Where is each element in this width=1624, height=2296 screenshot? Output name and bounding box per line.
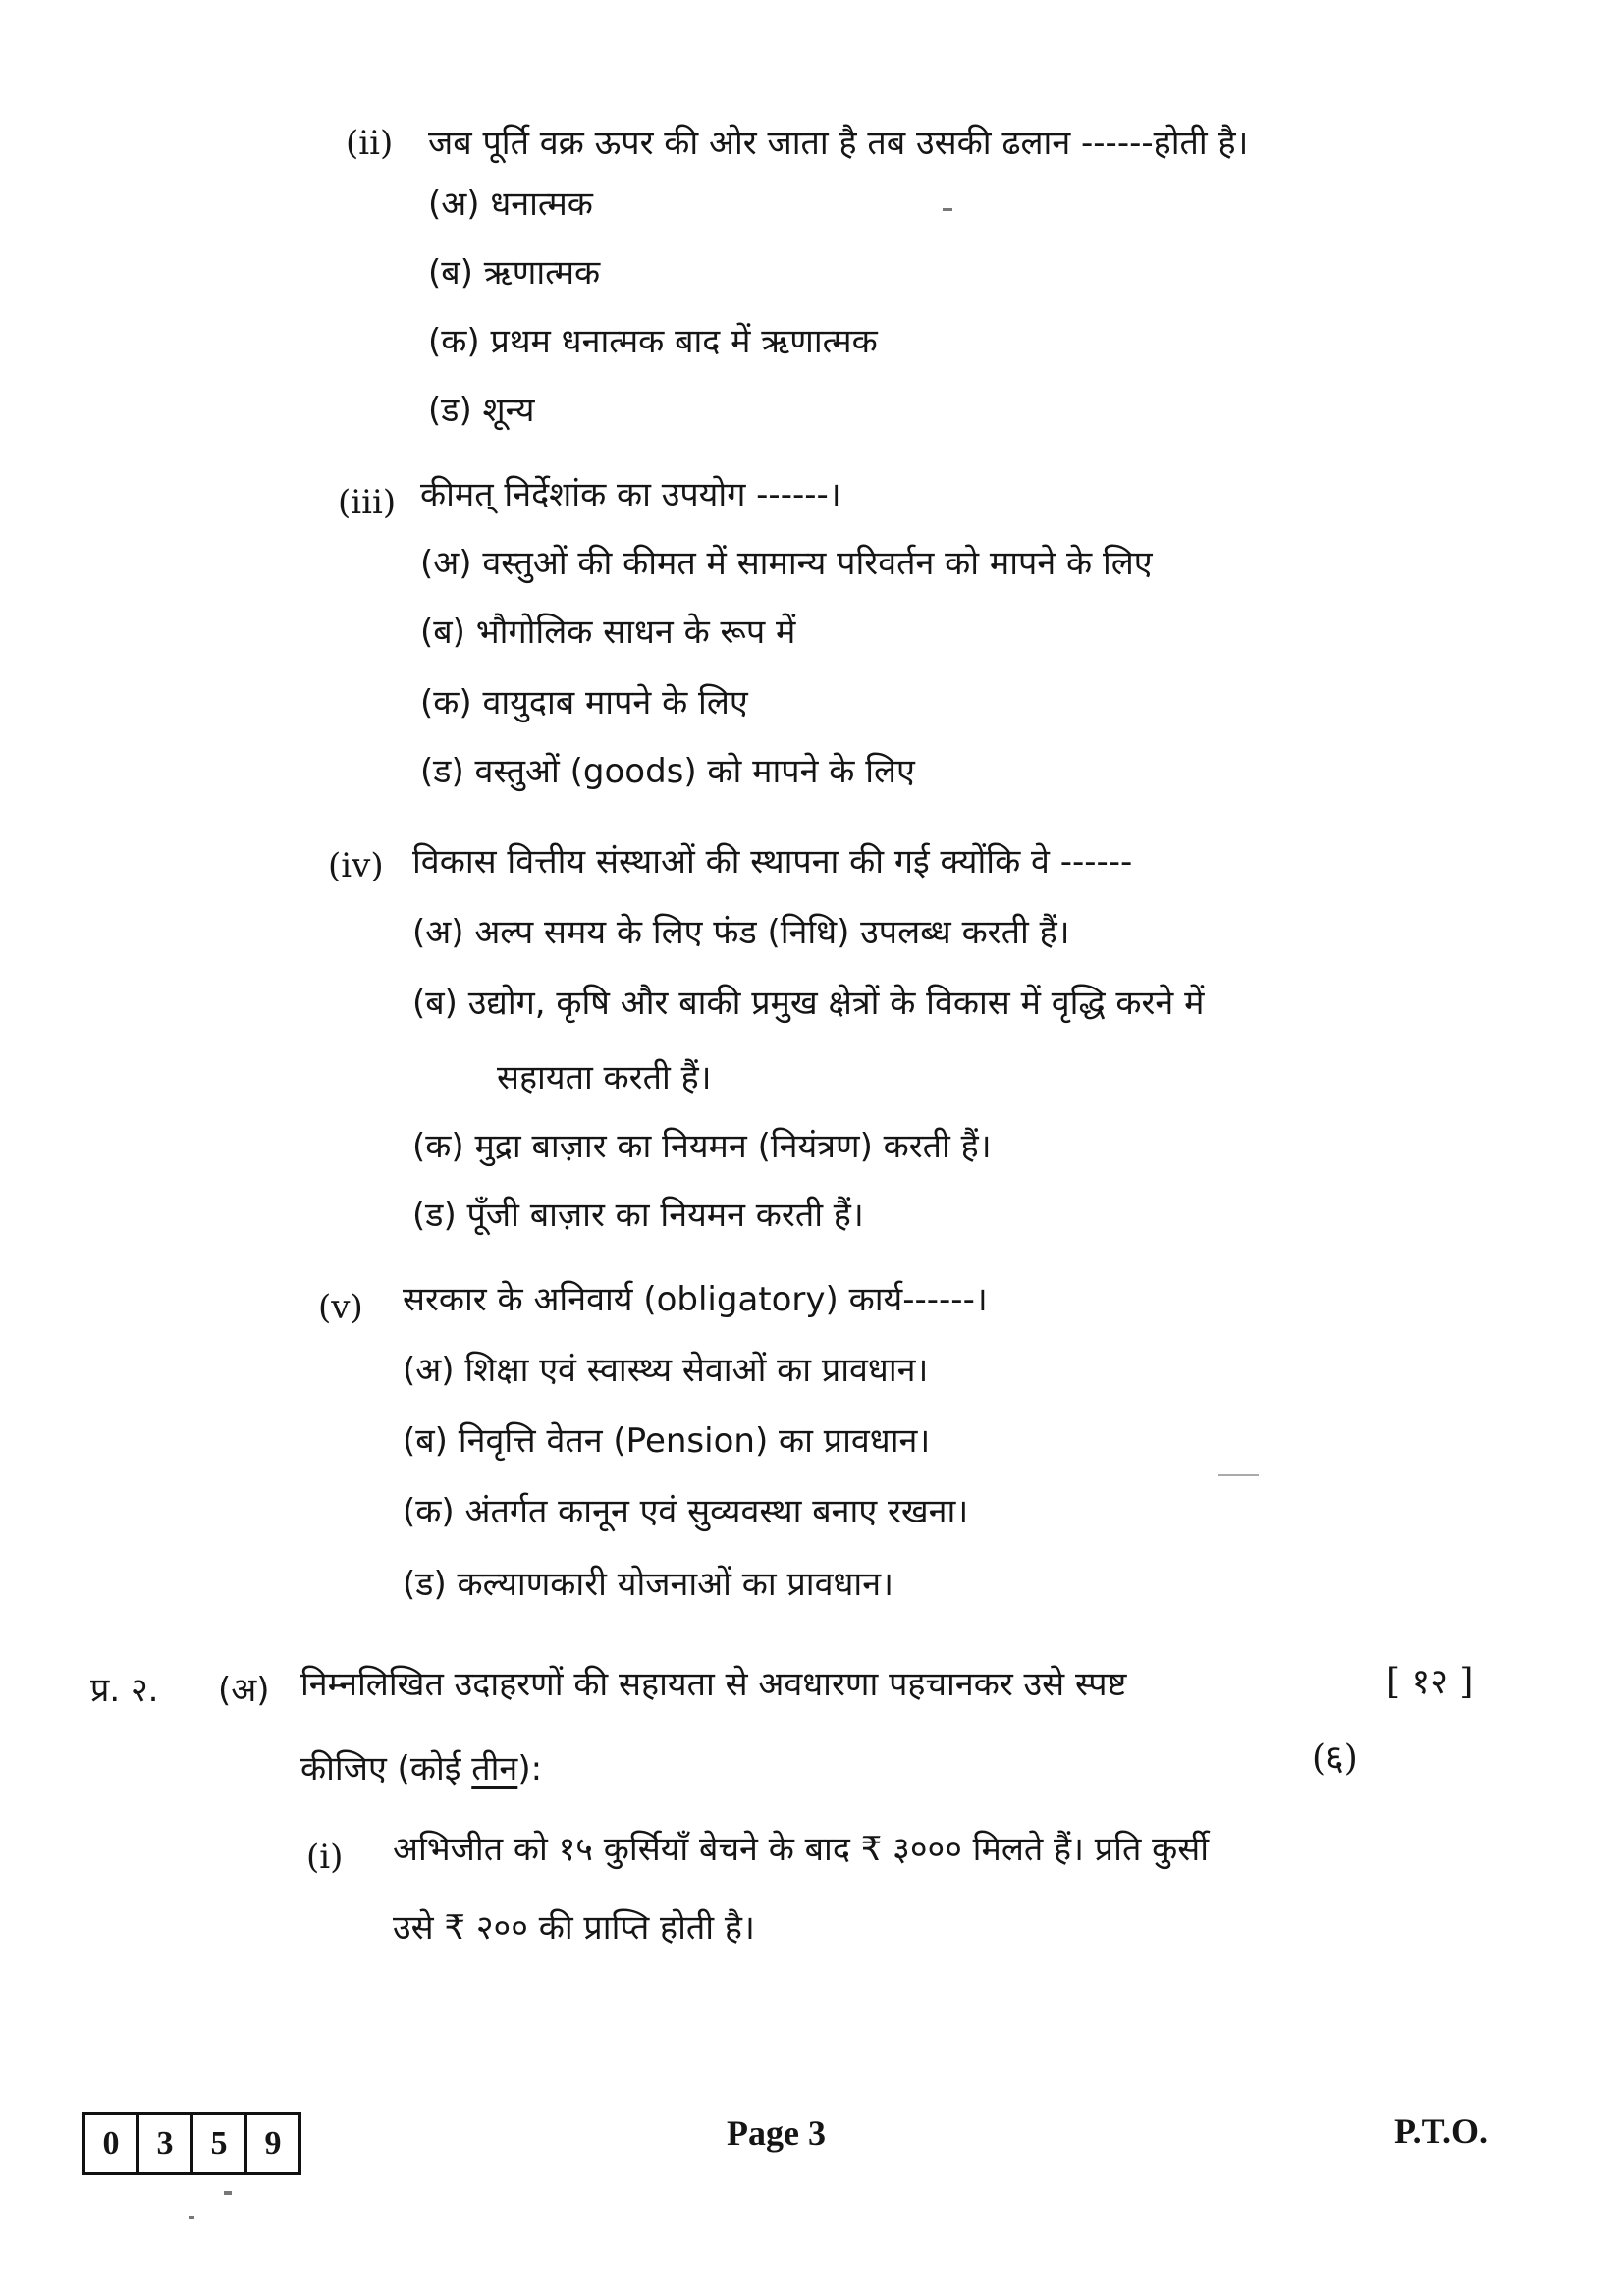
option-label: (ड): [403, 1565, 447, 1604]
option-item: [412, 1125, 992, 1168]
option-text: निवृत्ति वेतन (Pension) का प्रावधान।: [458, 1421, 931, 1461]
option-text: पूँजी बाज़ार का नियमन करती हैं।: [466, 1196, 864, 1235]
code-digit: 3: [139, 2115, 193, 2172]
question-text: विकास वित्तीय संस्थाओं की स्थापना की गई क्योंकि वे ------: [412, 842, 1133, 881]
page-number: Page 3: [727, 2113, 826, 2153]
pto-label: P.T.O.: [1394, 2111, 1489, 2151]
option-item: [412, 1194, 864, 1237]
option-label: (क): [428, 322, 480, 361]
option-text: अल्प समय के लिए फंड (निधि) उपलब्ध करती हैं।: [474, 913, 1070, 952]
code-digit: 5: [193, 2115, 247, 2172]
option-label: (ब): [412, 984, 458, 1023]
option-text: वायुदाब मापने के लिए: [482, 683, 748, 722]
option-continuation: सहायता करती हैं।: [497, 1058, 712, 1097]
option-label: (ड): [420, 752, 464, 791]
scan-speck: [943, 208, 952, 211]
option-item: [428, 183, 593, 226]
option-text: मुद्रा बाज़ार का नियमन (नियंत्रण) करती हैं।: [474, 1127, 992, 1166]
question-text: सरकार के अनिवार्य (obligatory) कार्य------।: [403, 1280, 988, 1319]
option-item: [412, 982, 1204, 1025]
option-text: उद्योग, कृषि और बाकी प्रमुख क्षेत्रों के विकास में वृद्धि करने में: [467, 984, 1205, 1023]
option-text: भौगोलिक साधन के रूप में: [475, 613, 796, 652]
option-item: [420, 750, 915, 793]
option-item: [428, 320, 878, 363]
option-label: (अ): [428, 185, 480, 224]
total-marks: [ १२ ]: [1386, 1662, 1474, 1702]
option-text: वस्तुओं की कीमत में सामान्य परिवर्तन को मापने के लिए: [482, 544, 1153, 583]
option-label: (ब): [420, 613, 465, 652]
question-2-number: प्र. २.: [90, 1671, 159, 1710]
option-label: (ब): [403, 1421, 448, 1461]
scan-speck: [224, 2191, 232, 2195]
option-item: [403, 1490, 968, 1533]
paper-code-box: [82, 2112, 301, 2175]
option-label: (ड): [428, 391, 472, 430]
option-item: [420, 611, 795, 654]
question-number: (iii): [338, 483, 397, 522]
option-text: ऋणात्मक: [483, 253, 601, 293]
option-text: कल्याणकारी योजनाओं का प्रावधान।: [457, 1565, 893, 1604]
code-digit: 9: [264, 2125, 282, 2162]
option-text: अंतर्गत कानून एवं सुव्यवस्था बनाए रखना।: [464, 1492, 969, 1531]
option-label: (ड): [412, 1196, 457, 1235]
option-item: [428, 389, 534, 432]
option-text: धनात्मक: [490, 185, 593, 224]
scan-speck: [1218, 1474, 1259, 1476]
option-text: शिक्षा एवं स्वास्थ्य सेवाओं का प्रावधान।: [464, 1351, 929, 1390]
option-label: (अ): [412, 913, 464, 952]
option-label: (अ): [420, 544, 472, 583]
subquestion-number: (i): [306, 1838, 344, 1877]
option-label: (ब): [428, 253, 473, 293]
option-item: [403, 1563, 893, 1606]
subquestion-text-line2: उसे ₹ २०० की प्राप्ति होती है।: [393, 1908, 755, 1948]
option-item: [403, 1349, 928, 1392]
option-text: प्रथम धनात्मक बाद में ऋणात्मक: [490, 322, 878, 361]
option-item: [403, 1419, 930, 1463]
question-number: (ii): [346, 124, 394, 163]
option-text: शून्य: [482, 391, 535, 430]
question-text: कीमत् निर्देशांक का उपयोग ------।: [420, 475, 841, 514]
option-item: [420, 542, 1153, 585]
option-item: [428, 251, 600, 294]
scan-speck: [189, 2216, 194, 2219]
option-text: वस्तुओं (goods) को मापने के लिए: [474, 752, 915, 791]
option-label: (अ): [403, 1351, 455, 1390]
code-digit: 0: [85, 2115, 139, 2172]
option-label: (क): [412, 1127, 464, 1166]
option-item: [420, 681, 748, 724]
question-2-part: (अ): [218, 1671, 270, 1710]
underlined-word: तीन: [471, 1749, 518, 1789]
option-label: (क): [420, 683, 472, 722]
question-2-text-line2: कीजिए (कोई तीन):: [300, 1749, 543, 1789]
question-number: (v): [318, 1288, 363, 1327]
part-marks: (६): [1312, 1738, 1358, 1779]
option-label: (क): [403, 1492, 455, 1531]
question-text: जब पूर्ति वक्र ऊपर की ओर जाता है तब उसकी ढलान ------होती है।: [428, 124, 1249, 163]
subquestion-text: अभिजीत को १५ कुर्सियाँ बेचने के बाद ₹ ३००० मिलते हैं। प्रति कुर्सी: [393, 1830, 1210, 1869]
question-number: (iv): [328, 846, 384, 885]
question-2-text: निम्नलिखित उदाहरणों की सहायता से अवधारणा पहचानकर उसे स्पष्ट: [300, 1665, 1127, 1704]
option-item: [412, 911, 1070, 954]
